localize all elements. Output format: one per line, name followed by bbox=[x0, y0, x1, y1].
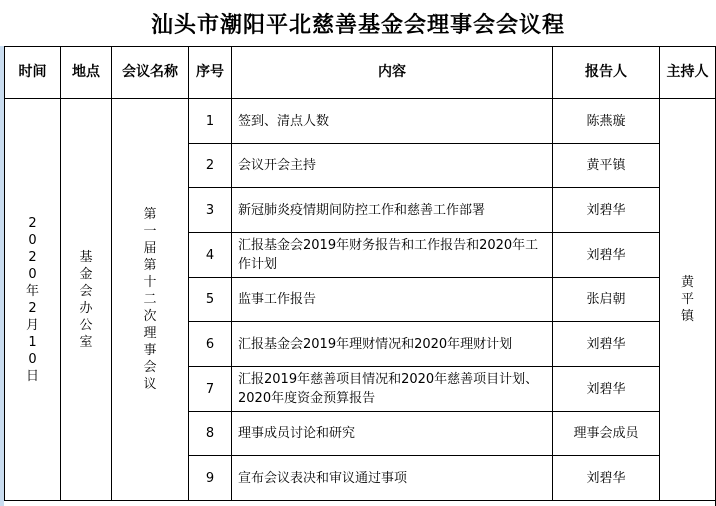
location-value: 基金会办公室 bbox=[79, 249, 93, 350]
row-reporter: 刘碧华 bbox=[586, 202, 626, 218]
time-cell bbox=[4, 98, 60, 500]
row-reporter: 张启朝 bbox=[586, 292, 626, 307]
row-reporter-cell bbox=[552, 143, 659, 187]
row-content-cell bbox=[231, 455, 552, 500]
row-reporter-cell bbox=[552, 232, 659, 277]
row-seq-cell bbox=[188, 232, 231, 277]
row-content: 新冠肺炎疫情期间防控工作和慈善工作部署 bbox=[238, 202, 486, 218]
row-reporter: 刘碧华 bbox=[586, 336, 626, 352]
host-value: 黄平镇 bbox=[680, 275, 694, 324]
row-content: 宣布会议表决和审议通过事项 bbox=[238, 470, 408, 486]
row-reporter-cell bbox=[552, 411, 659, 455]
meeting-name-value: 第一届第十二次理事会议 bbox=[143, 207, 157, 392]
header-time: 时间 bbox=[4, 46, 60, 98]
location-cell bbox=[60, 98, 111, 500]
row-seq-cell bbox=[188, 411, 231, 455]
time-value: 2020年2月10日 bbox=[25, 215, 39, 384]
row-seq-cell bbox=[188, 187, 231, 232]
row-reporter-cell bbox=[552, 455, 659, 500]
row-seq: 9 bbox=[205, 470, 215, 486]
meeting-name-cell bbox=[111, 98, 188, 500]
row-seq: 3 bbox=[205, 202, 215, 218]
row-content-cell bbox=[231, 98, 552, 143]
row-content-cell bbox=[231, 411, 552, 455]
row-content: 监事工作报告 bbox=[238, 292, 317, 307]
row-seq-cell bbox=[188, 277, 231, 321]
row-reporter: 刘碧华 bbox=[586, 247, 626, 263]
row-content: 理事成员讨论和研究 bbox=[238, 426, 356, 441]
header-reporter: 报告人 bbox=[552, 46, 659, 98]
row-seq-cell bbox=[188, 321, 231, 366]
row-seq: 2 bbox=[205, 158, 215, 173]
row-reporter-cell bbox=[552, 98, 659, 143]
row-reporter: 理事会成员 bbox=[573, 426, 639, 441]
row-reporter: 陈燕璇 bbox=[586, 113, 626, 129]
row-seq-cell bbox=[188, 366, 231, 411]
row-content-cell bbox=[231, 143, 552, 187]
row-seq-cell bbox=[188, 455, 231, 500]
row-seq-cell bbox=[188, 143, 231, 187]
row-seq: 8 bbox=[205, 426, 215, 441]
row-content: 汇报基金会2019年财务报告和工作报告和2020年工作计划 bbox=[238, 238, 539, 272]
row-seq: 1 bbox=[205, 113, 215, 129]
row-reporter: 刘碧华 bbox=[586, 470, 626, 486]
row-content: 汇报2019年慈善项目情况和2020年慈善项目计划、2020年度资金预算报告 bbox=[238, 372, 539, 406]
row-content-cell bbox=[231, 366, 552, 411]
row-seq: 6 bbox=[205, 336, 215, 352]
host-cell bbox=[659, 98, 715, 500]
page-title: 汕头市潮阳平北慈善基金会理事会会议程 bbox=[150, 11, 565, 38]
row-content: 签到、清点人数 bbox=[238, 113, 330, 129]
row-seq: 4 bbox=[205, 247, 215, 263]
row-content-cell bbox=[231, 232, 552, 277]
table-bottom-border bbox=[4, 500, 716, 501]
row-seq-cell bbox=[188, 98, 231, 143]
row-seq: 7 bbox=[205, 381, 215, 397]
header-content: 内容 bbox=[231, 46, 552, 98]
row-reporter-cell bbox=[552, 277, 659, 321]
row-content-cell bbox=[231, 277, 552, 321]
row-content-cell bbox=[231, 321, 552, 366]
header-host: 主持人 bbox=[659, 46, 715, 98]
row-reporter-cell bbox=[552, 366, 659, 411]
row-seq: 5 bbox=[205, 292, 215, 307]
row-reporter-cell bbox=[552, 321, 659, 366]
row-reporter-cell bbox=[552, 187, 659, 232]
header-meeting-name: 会议名称 bbox=[111, 46, 188, 98]
header-seq: 序号 bbox=[188, 46, 231, 98]
header-location: 地点 bbox=[60, 46, 111, 98]
row-content: 汇报基金会2019年理财情况和2020年理财计划 bbox=[238, 336, 513, 352]
row-reporter: 刘碧华 bbox=[586, 381, 626, 397]
row-content-cell bbox=[231, 187, 552, 232]
row-reporter: 黄平镇 bbox=[586, 158, 626, 173]
row-content: 会议开会主持 bbox=[238, 158, 317, 173]
